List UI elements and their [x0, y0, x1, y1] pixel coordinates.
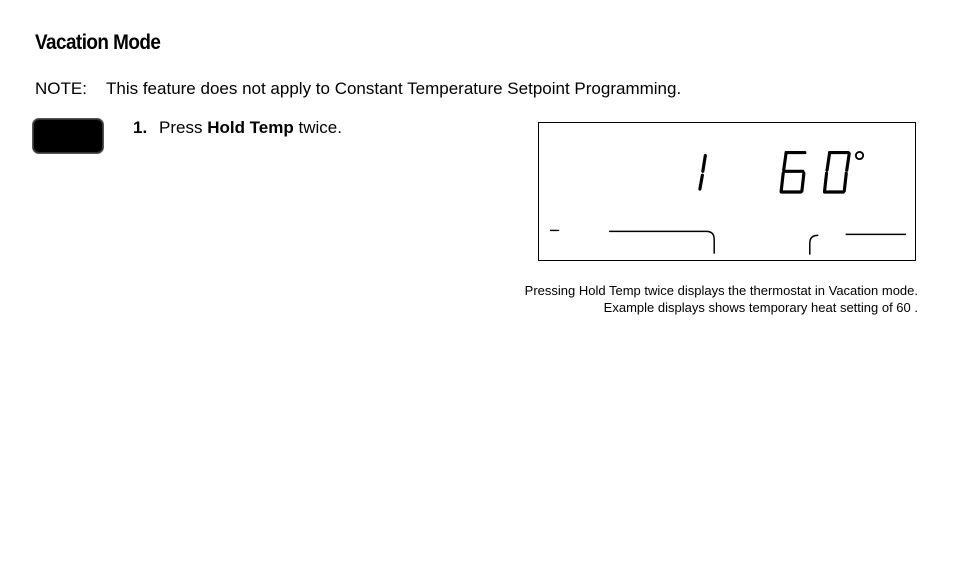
- step-bold-text: Hold Temp: [207, 118, 294, 137]
- caption-line-1: Pressing Hold Temp twice displays the thermostat in Vacation mode.: [524, 283, 918, 298]
- lcd-degree-symbol: °: [852, 145, 867, 180]
- page-title: Vacation Mode: [35, 31, 161, 54]
- lcd-indicator-bar: [551, 230, 906, 254]
- step-prefix: Press: [159, 118, 208, 137]
- lcd-day-digit: [700, 156, 705, 190]
- display-caption: [525, 282, 918, 316]
- note: [35, 79, 681, 99]
- thermostat-lcd-display: [538, 122, 916, 261]
- step-number: 1.: [133, 118, 148, 137]
- step-suffix: twice.: [293, 118, 342, 137]
- note-label: NOTE:: [35, 79, 87, 98]
- hold-temp-button-icon: [32, 118, 104, 154]
- lcd-temp-digit-6: [781, 153, 805, 192]
- note-text: This feature does not apply to Constant Temperature Setpoint Programming.: [106, 79, 682, 98]
- lcd-temp-digit-0: [825, 153, 850, 192]
- caption-line-2: Example displays shows temporary heat setting of 60 .: [603, 300, 918, 315]
- step-1: [133, 118, 342, 138]
